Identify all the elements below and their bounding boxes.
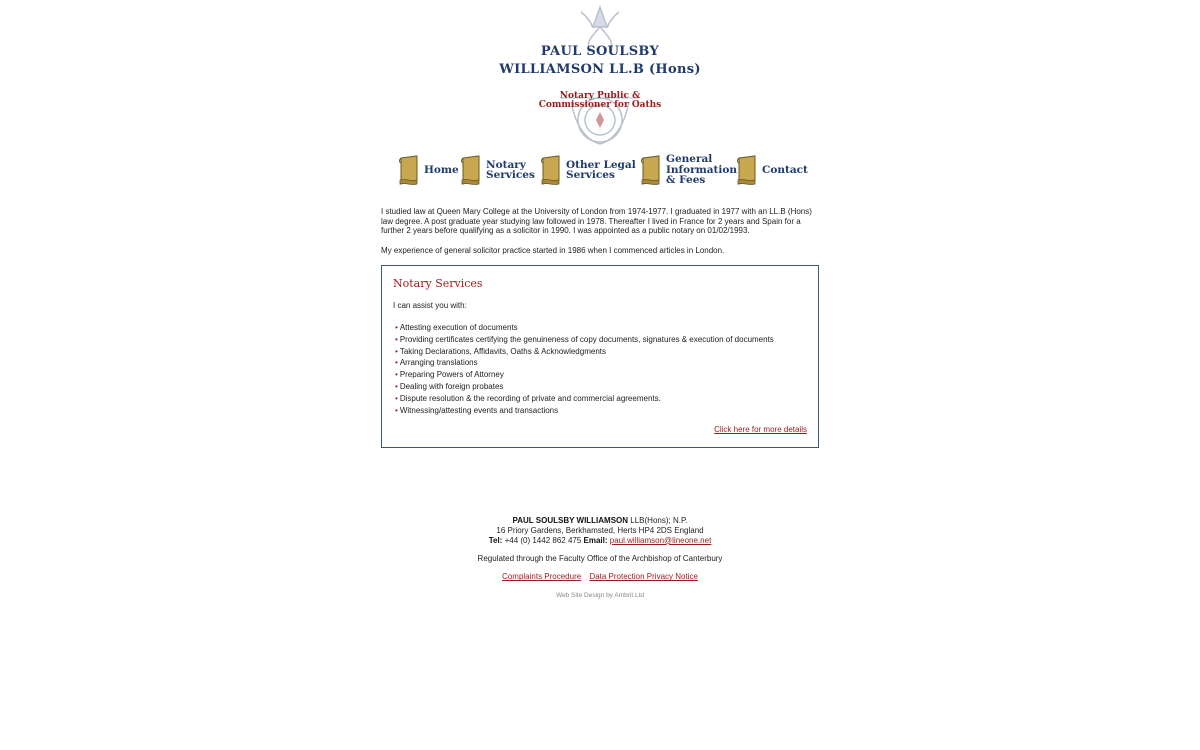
nav-other-legal-services[interactable]: [539, 152, 636, 188]
services-list: [395, 322, 774, 416]
nav-home[interactable]: [397, 152, 459, 188]
list-item-text: Providing certificates certifying the genuineness of copy documents, signatures & execution of documents: [399, 334, 774, 344]
bullet-icon: •: [395, 370, 398, 380]
footer-name: PAUL SOULSBY WILLIAMSON: [512, 516, 629, 525]
regulated-text: Regulated through the Faculty Office of the Archbishop of Canterbury: [477, 554, 723, 564]
scroll-icon: [539, 154, 563, 186]
notary-services-box: [381, 265, 819, 448]
main-nav: [397, 152, 817, 188]
list-item: [395, 393, 774, 405]
more-details-link[interactable]: Click here for more details: [714, 425, 807, 434]
email-link[interactable]: paul.williamson@lineone.net: [609, 535, 712, 545]
intro-text: [381, 207, 819, 265]
list-item: [395, 369, 774, 381]
name-heading-line2: WILLIAMSON LL.B (Hons): [499, 62, 701, 77]
privacy-notice-link[interactable]: Data Protection Privacy Notice: [589, 572, 698, 582]
scroll-icon: [639, 154, 663, 186]
notary-services-intro: I can assist you with:: [393, 301, 467, 310]
bullet-icon: •: [395, 358, 398, 368]
subtitle-line1: Notary Public &: [559, 91, 641, 101]
footer-links: [400, 572, 800, 582]
list-item: [395, 405, 774, 417]
nav-other-legal-services-label: Other Legal Services: [566, 158, 636, 181]
footer-address: 16 Priory Gardens, Berkhamsted, Herts HP4 2DS England: [496, 525, 704, 535]
list-item-text: Taking Declarations, Affidavits, Oaths & Acknowledgments: [399, 346, 606, 356]
scroll-icon: [397, 154, 421, 186]
bullet-icon: •: [395, 334, 398, 344]
nav-notary-services[interactable]: [459, 152, 535, 188]
tel-number: +44 (0) 1442 862 475: [502, 535, 584, 545]
bullet-icon: •: [395, 393, 398, 403]
subtitle-line2: Commissioner for Oaths: [538, 100, 662, 110]
scroll-icon: [459, 154, 483, 186]
complaints-procedure-link[interactable]: Complaints Procedure: [502, 572, 582, 582]
bullet-icon: •: [395, 323, 398, 332]
name-heading-line1: PAUL SOULSBY: [540, 44, 660, 59]
list-item: [395, 357, 774, 369]
notary-services-title: Notary Services: [393, 277, 483, 290]
list-item-text: Attesting execution of documents: [399, 323, 518, 332]
intro-paragraph-1: I studied law at Queen Mary College at the University of London from 1974-1977. I graduated in 1977 with an LL.B (Hons) law degree. A post graduate year studying law followed in 1978. Thereafter I lived in France for 2 years and Spain for a further 2 years before qualifying as a solicitor in 1990. I was appointed as a public notary on 01/02/1993.: [381, 207, 812, 236]
list-item: [395, 346, 774, 358]
intro-paragraph-2: My experience of general solicitor practice started in 1986 when I commenced articles in London.: [381, 245, 725, 255]
list-item: [395, 334, 774, 346]
footer-name-line: [400, 516, 800, 526]
list-item-text: Dealing with foreign probates: [399, 381, 504, 391]
list-item-text: Arranging translations: [399, 358, 478, 368]
footer: [400, 516, 800, 601]
list-item-text: Preparing Powers of Attorney: [399, 370, 504, 380]
footer-name-suffix: LLB(Hons); N.P.: [628, 516, 688, 525]
list-item: [395, 381, 774, 393]
nav-general-information-fees[interactable]: [639, 152, 737, 188]
tel-label: Tel:: [488, 535, 503, 545]
bullet-icon: •: [395, 381, 398, 391]
nav-contact-label: Contact: [762, 163, 808, 176]
nav-notary-services-label: Notary Services: [486, 158, 535, 181]
bullet-icon: •: [395, 346, 398, 356]
nav-home-label: Home: [424, 163, 459, 176]
email-label: Email:: [583, 535, 608, 545]
nav-contact[interactable]: [735, 152, 808, 188]
design-credit[interactable]: Web Site Design by Ambrit Ltd: [555, 591, 645, 599]
nav-general-information-fees-label: General Information & Fees: [666, 153, 737, 187]
footer-contact-line: [400, 536, 800, 546]
bullet-icon: •: [395, 405, 398, 415]
list-item-text: Dispute resolution & the recording of private and commercial agreements.: [399, 393, 661, 403]
list-item-text: Witnessing/attesting events and transactions: [399, 405, 559, 415]
scroll-icon: [735, 154, 759, 186]
list-item: [395, 322, 774, 334]
